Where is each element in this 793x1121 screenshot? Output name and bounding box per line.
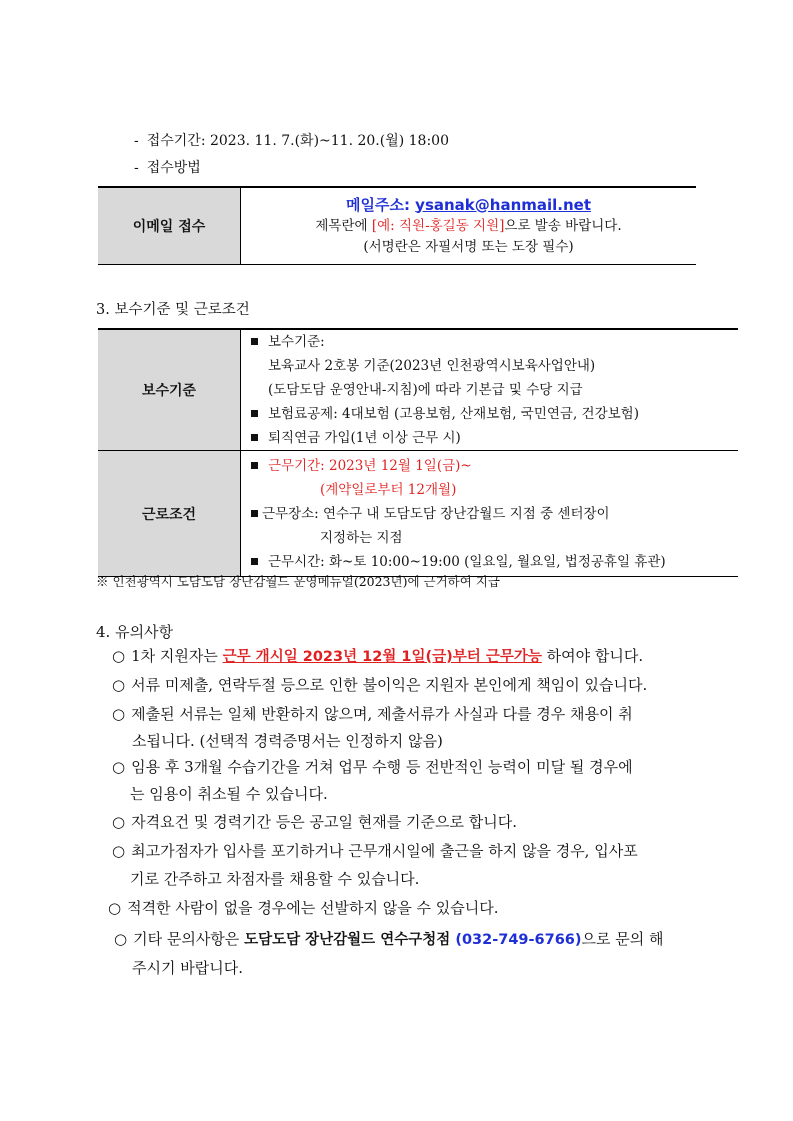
pay-line: 보수기준:	[251, 330, 738, 354]
email-instruction: 제목란에 [예: 직원-홍길동 지원]으로 발송 바랍니다.	[315, 217, 622, 234]
pay-table	[98, 328, 738, 577]
method-text: 접수방법	[146, 160, 201, 176]
work-line: 근무장소: 연수구 내 도담도담 장난감월드 지점 중 센터장이	[251, 502, 738, 526]
pay-label: 보수기준	[98, 329, 241, 451]
pay-line: (도담도담 운영안내-지침)에 따라 기본급 및 수당 지급	[268, 382, 583, 398]
work-line: 지정하는 지점	[320, 529, 403, 546]
pay-line: 보육교사 2호봉 기준(2023년 인천광역시보육사업안내)	[268, 358, 596, 374]
email-signature-note: (서명란은 자필서명 또는 도장 필수)	[363, 238, 574, 255]
footnote: ※ 인천광역시 도담도담 장난감월드 운영메뉴얼(2023년)에 근거하여 지급	[96, 574, 500, 589]
email-content	[241, 187, 697, 265]
notice-item: ○ 임용 후 3개월 수습기간을 거쳐 업무 수행 등 전반적인 능력이 미달 될 경우에	[112, 758, 633, 776]
section3-title: 3. 보수기준 및 근로조건	[96, 302, 250, 318]
work-label: 근로조건	[98, 451, 241, 577]
work-line: (계약일로부터 12개월)	[320, 481, 457, 498]
notice-item-cont: 기로 간주하고 차점자를 채용할 수 있습니다.	[130, 870, 420, 888]
work-line: 근무기간: 2023년 12월 1일(금)~	[251, 454, 738, 478]
notice-item: ○ 제출된 서류는 일체 반환하지 않으며, 제출서류가 사실과 다를 경우 채용이 취	[112, 705, 633, 723]
pay-line: 보험료공제: 4대보험 (고용보험, 산재보험, 국민연금, 건강보험)	[251, 402, 738, 426]
period-line: - 접수기간: 2023. 11. 7.(화)~11. 20.(월) 18:00	[134, 133, 450, 149]
work-content	[241, 451, 739, 577]
notice-item: ○ 자격요건 및 경력기간 등은 공고일 현재를 기준으로 합니다.	[112, 813, 518, 831]
notice-item-cont: 주시기 바랍니다.	[132, 959, 243, 977]
email-head: 메일주소: ysanak@hanmail.net	[345, 195, 592, 214]
notice-item: ○ 기타 문의사항은 도담도담 장난감월드 연수구청점 (032-749-6766)으로 문의 해	[114, 930, 664, 948]
notice-item-cont: 는 임용이 취소될 수 있습니다.	[130, 785, 328, 803]
notice-item: ○ 적격한 사람이 없을 경우에는 선발하지 않을 수 있습니다.	[108, 899, 499, 917]
notice-item: ○ 최고가점자가 입사를 포기하거나 근무개시일에 출근을 하지 않을 경우, 입사포	[112, 842, 638, 860]
email-address-link[interactable]: ysanak@hanmail.net	[415, 195, 592, 214]
notice-item: ○ 서류 미제출, 연락두절 등으로 인한 불이익은 지원자 본인에게 책임이 있습니다.	[112, 676, 648, 694]
email-label: 이메일 접수	[98, 187, 241, 265]
notice-item-cont: 소됩니다. (선택적 경력증명서는 인정하지 않음)	[132, 732, 443, 750]
section4-title: 4. 유의사항	[96, 623, 174, 641]
pay-content	[241, 329, 739, 451]
period-text: 접수기간: 2023. 11. 7.(화)~11. 20.(월) 18:00	[146, 133, 450, 149]
method-line: - 접수방법	[134, 160, 201, 176]
pay-line: 퇴직연금 가입(1년 이상 근무 시)	[251, 426, 738, 450]
email-table	[98, 186, 696, 265]
notice-item: ○ 1차 지원자는 근무 개시일 2023년 12월 1일(금)부터 근무가능 하여야 합니다.	[112, 647, 644, 665]
work-line: 근무시간: 화~토 10:00~19:00 (일요일, 월요일, 법정공휴일 휴관)	[251, 550, 738, 574]
